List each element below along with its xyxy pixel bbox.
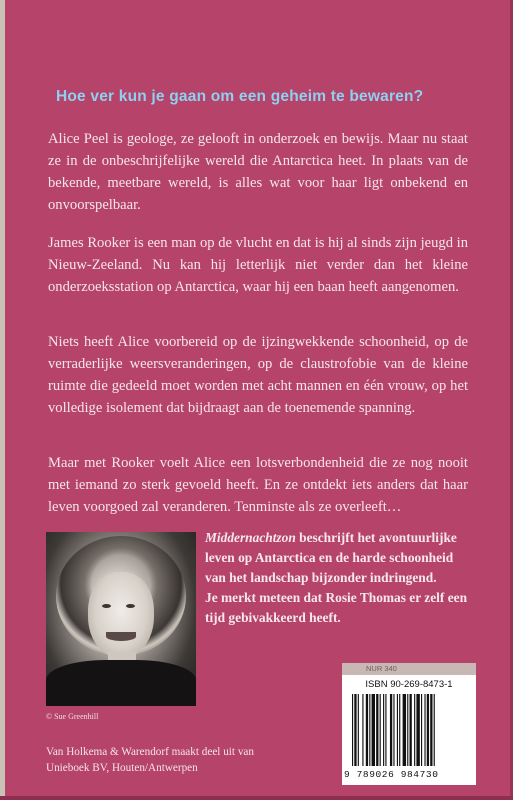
publisher-line-1: Van Holkema & Warendorf maakt deel uit van	[46, 746, 254, 758]
blurb-text-1: beschrijft het avontuurlijke leven op Antarctica en de harde schoonheid van het landschap bijzonder indringend.	[205, 530, 457, 585]
photo-credit: © Sue Greenhill	[46, 712, 99, 721]
headline: Hoe ver kun je gaan om een geheim te bewaren?	[56, 88, 424, 105]
publisher-line-2: Unieboek BV, Houten/Antwerpen	[46, 762, 198, 774]
paragraph-2: James Rooker is een man op de vlucht en dat is hij al sinds zijn jeugd in Nieuw-Zeeland. Nu kan hij letterlijk niet verder dan het kleine onderzoeksstation op Antarctica, waar hij een baan heeft aangenomen.	[48, 235, 468, 295]
blurb-text-2: Je merkt meteen dat Rosie Thomas er zelf een tijd gebivakkeerd heeft.	[205, 590, 468, 625]
paragraph-4: Maar met Rooker voelt Alice een lotsverbondenheid die ze nog nooit met iemand zo sterk gevoeld heeft. En ze ontdekt iets anders dat haar leven voorgoed zal veranderen. Tenminste als ze overleeft…	[48, 455, 468, 515]
barcode-label	[342, 663, 476, 785]
publisher-info	[46, 744, 266, 776]
barcode-digits: 9 789026 984730	[344, 769, 439, 780]
blurb	[205, 528, 475, 628]
isbn-text: ISBN 90-269-8473-1	[365, 679, 453, 690]
paragraph-1: Alice Peel is geologe, ze gelooft in onderzoek en bewijs. Maar nu staat ze in de onbeschrijfelijke wereld die Antarctica heet. In plaats van de bekende, meetbare wereld, is alles wat voor haar ligt onbekend en onvoorspelbaar.	[48, 131, 468, 213]
book-title: Middernachtzon	[205, 530, 296, 545]
barcode-icon	[352, 694, 470, 772]
bottom-edge	[0, 796, 513, 800]
paragraph-3: Niets heeft Alice voorbereid op de ijzingwekkende schoonheid, op de verraderlijke weersveranderingen, op de claustrofobie van de kleine ruimte die gedeeld moet worden met acht mannen en één vrouw, op het volledige isolement dat bijdraagt aan de toenemende spanning.	[48, 334, 468, 416]
page-edge	[0, 0, 5, 800]
author-photo	[46, 532, 196, 706]
nur-code: NUR 340	[342, 663, 476, 675]
